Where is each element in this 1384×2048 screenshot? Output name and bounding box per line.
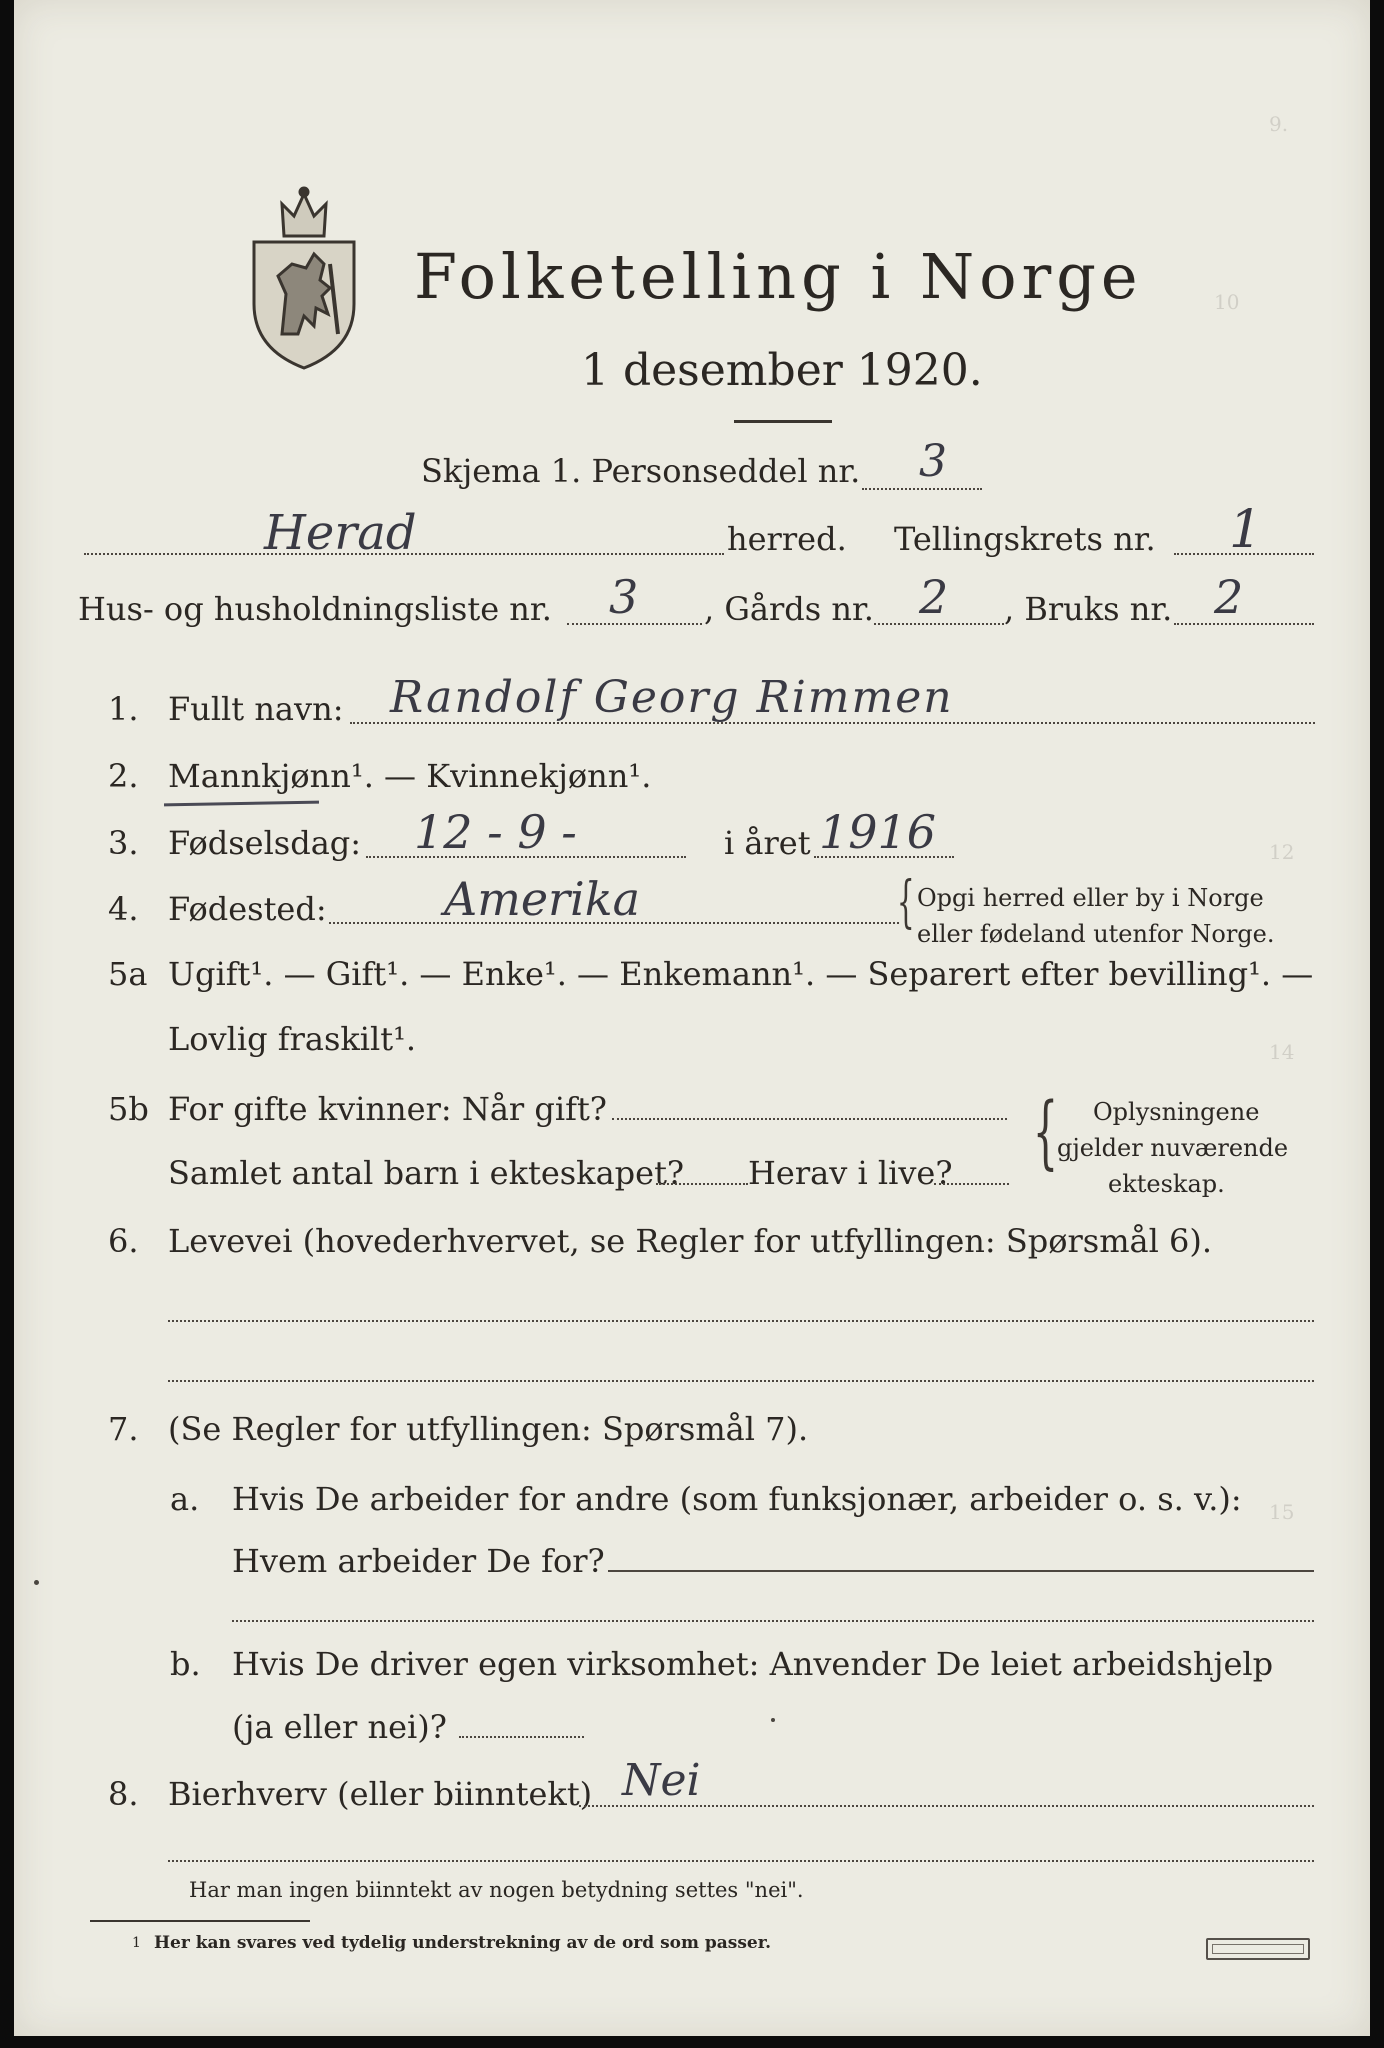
- paper-speck: [771, 1718, 775, 1722]
- q7a-letter: a.: [170, 1480, 200, 1518]
- birthplace-note-line1: Opgi herred eller by i Norge: [917, 884, 1264, 912]
- children-alive-field-line: [934, 1183, 1009, 1185]
- gards-value[interactable]: 2: [919, 570, 949, 624]
- marriage-note-line2: gjelder nuværende: [1057, 1134, 1289, 1162]
- bruks-field-line: [1174, 623, 1314, 625]
- gards-label: , Gårds nr.: [704, 590, 874, 628]
- marriage-note-brace: {: [1032, 1085, 1059, 1178]
- footnote-divider: [90, 1920, 310, 1922]
- q1-label: Fullt navn:: [168, 690, 344, 728]
- full-name-value[interactable]: Randolf Georg Rimmen: [390, 672, 954, 723]
- q7b-hired-help-label: (ja eller nei)?: [232, 1708, 447, 1746]
- q2-number: 2.: [108, 757, 139, 795]
- q2-gender-options: Mannkjønn¹. — Kvinnekjønn¹.: [168, 757, 652, 795]
- q5b-number: 5b: [108, 1090, 149, 1128]
- bruks-value[interactable]: 2: [1214, 570, 1244, 624]
- side-income-field-line-2: [168, 1860, 1314, 1862]
- title-divider: [734, 420, 832, 423]
- q1-number: 1.: [108, 690, 139, 728]
- q3-number: 3.: [108, 824, 139, 862]
- personseddel-nr-value[interactable]: 3: [919, 436, 947, 487]
- q7a-line1: Hvis De arbeider for andre (som funksjonær, arbeider o. s. v.):: [232, 1480, 1242, 1518]
- footnote-text: Her kan svares ved tydelig understrekning av de ord som passer.: [154, 1933, 772, 1953]
- tellingskrets-label: Tellingskrets nr.: [894, 520, 1156, 558]
- herred-label: herred.: [727, 520, 847, 558]
- birthday-value[interactable]: 12 - 9 -: [414, 805, 577, 859]
- q4-number: 4.: [108, 890, 139, 928]
- occupation-field-line-1: [168, 1320, 1314, 1322]
- q7-label: (Se Regler for utfyllingen: Spørsmål 7).: [168, 1410, 809, 1448]
- mannkjonn-underline-mark: [164, 801, 319, 807]
- bleed-through-text: 9.: [1269, 112, 1289, 136]
- bruks-label: , Bruks nr.: [1004, 590, 1173, 628]
- q5b-alive-label: Herav i live?: [748, 1154, 953, 1192]
- q5a-marital-options: Ugift¹. — Gift¹. — Enke¹. — Enkemann¹. — Separert efter bevilling¹. —: [168, 955, 1314, 993]
- census-form-sheet: [14, 0, 1370, 2036]
- q5b-children-label: Samlet antal barn i ekteskapet?: [168, 1154, 685, 1192]
- q8-number: 8.: [108, 1775, 139, 1813]
- employer-field-line-2: [232, 1620, 1314, 1622]
- husholdningsliste-value[interactable]: 3: [609, 570, 639, 624]
- birthplace-note-line2: eller fødeland utenfor Norge.: [917, 920, 1275, 948]
- tellingskrets-value[interactable]: 1: [1229, 500, 1263, 560]
- q4-label: Fødested:: [168, 890, 327, 928]
- marriage-note-line1: Oplysningene: [1093, 1098, 1260, 1126]
- bleed-through-text: 14: [1269, 1040, 1295, 1064]
- occupation-field-line-2: [168, 1380, 1314, 1382]
- q8-label: Bierhverv (eller biinntekt): [168, 1775, 593, 1813]
- husholdningsliste-label: Hus- og husholdningsliste nr.: [78, 590, 552, 628]
- side-income-value[interactable]: Nei: [622, 1755, 701, 1806]
- footnote-mark: 1: [132, 1935, 141, 1951]
- q3-label: Fødselsdag:: [168, 824, 362, 862]
- hired-help-field-line: [459, 1736, 584, 1738]
- q7b-line1: Hvis De driver egen virksomhet: Anvender De leiet arbeidshjelp: [232, 1645, 1274, 1683]
- herred-value[interactable]: Herad: [264, 505, 417, 561]
- form-subtitle: 1 desember 1920.: [581, 345, 983, 396]
- norwegian-coat-of-arms-icon: [244, 184, 364, 374]
- q5a-marital-options-cont: Lovlig fraskilt¹.: [168, 1020, 417, 1058]
- q6-label: Levevei (hovederhvervet, se Regler for utfyllingen: Spørsmål 6).: [168, 1222, 1213, 1260]
- bleed-through-text: 10: [1214, 290, 1240, 314]
- married-when-field-line: [612, 1118, 1007, 1120]
- q5b-married-when-label: For gifte kvinner: Når gift?: [168, 1090, 607, 1128]
- bleed-through-text: 12: [1269, 840, 1295, 864]
- printer-stamp: [1206, 1938, 1310, 1960]
- birth-year-value[interactable]: 1916: [819, 805, 937, 859]
- form-title: Folketelling i Norge: [414, 240, 1143, 313]
- employer-field-line: [608, 1570, 1314, 1572]
- q7b-letter: b.: [170, 1645, 201, 1683]
- birthplace-value[interactable]: Amerika: [444, 872, 641, 926]
- bleed-through-text: 15: [1269, 1500, 1295, 1524]
- q6-number: 6.: [108, 1222, 139, 1260]
- year-label: i året: [724, 824, 811, 862]
- q7a-employer-label: Hvem arbeider De for?: [232, 1542, 605, 1580]
- personseddel-nr-field-line: [862, 488, 982, 490]
- paper-speck: [34, 1580, 39, 1585]
- q7-number: 7.: [108, 1410, 139, 1448]
- marriage-note-line3: ekteskap.: [1108, 1170, 1225, 1198]
- birthplace-note-brace: {: [896, 870, 915, 935]
- footer-note: Har man ingen biinntekt av nogen betydning settes "nei".: [189, 1878, 804, 1902]
- schema-label: Skjema 1. Personseddel nr.: [421, 452, 861, 490]
- q5a-number: 5a: [108, 955, 148, 993]
- children-count-field-line: [656, 1183, 748, 1185]
